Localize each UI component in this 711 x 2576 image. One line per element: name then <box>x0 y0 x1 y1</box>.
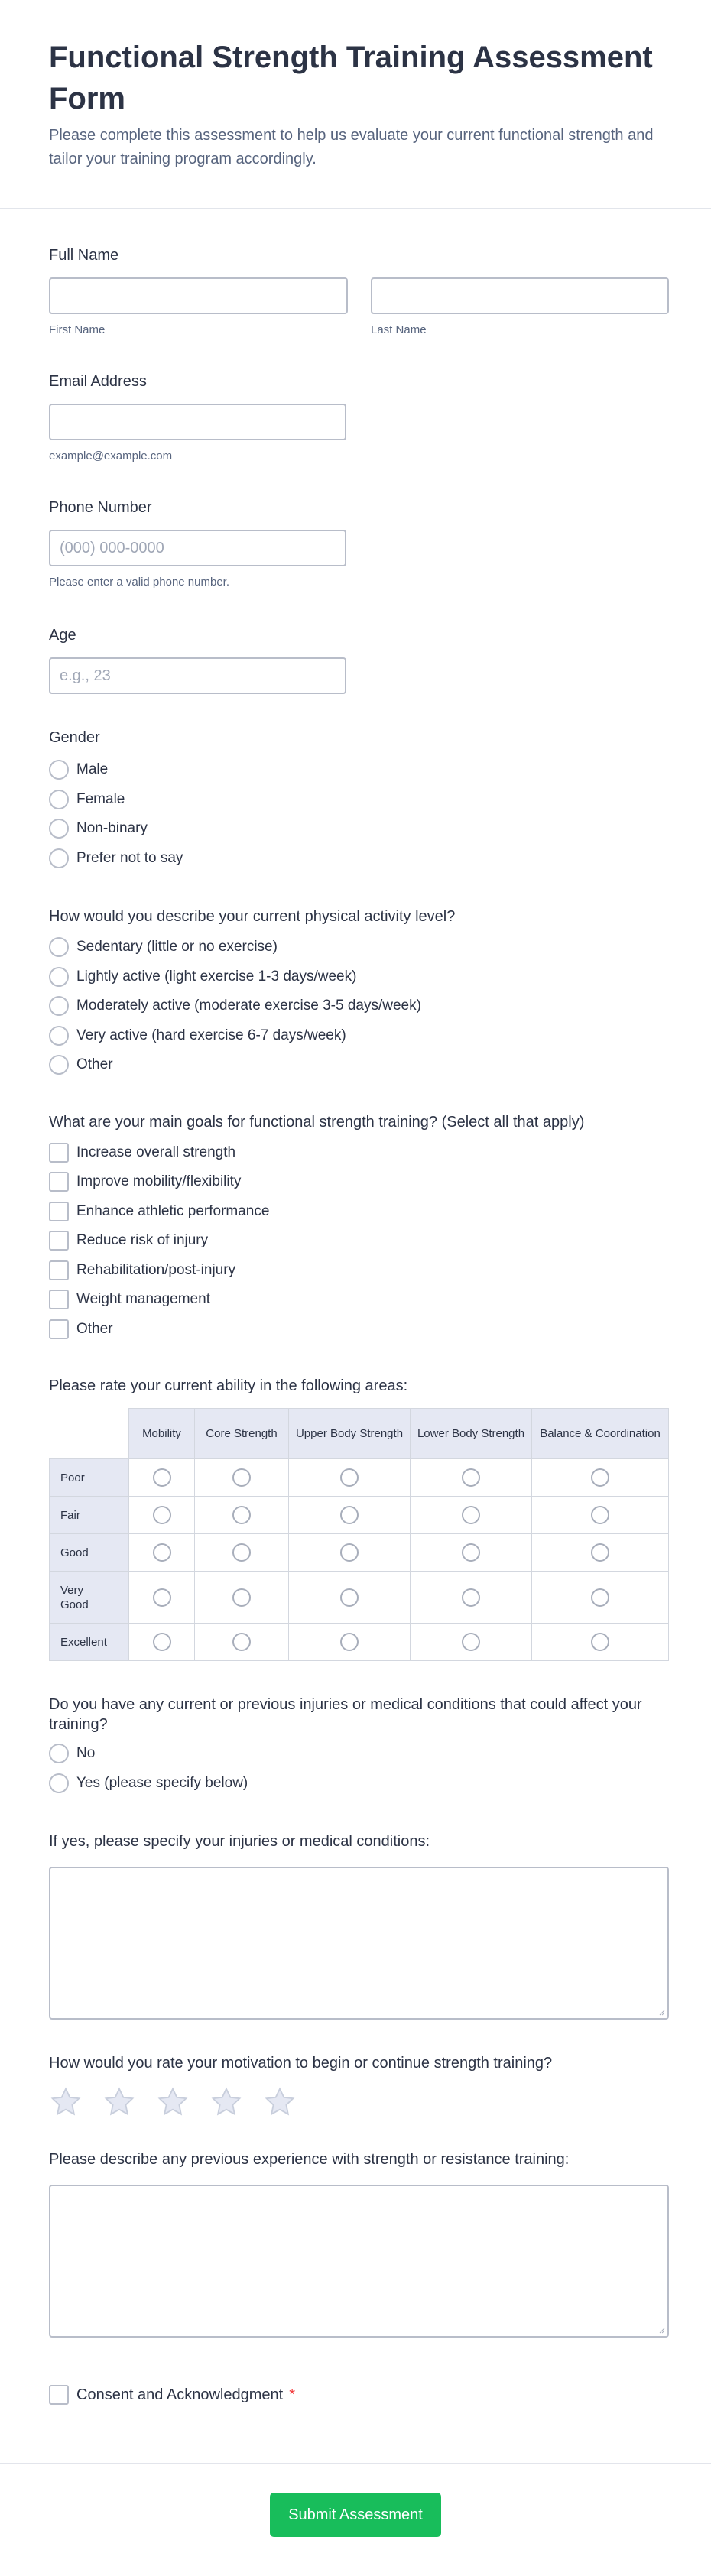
injury-details-field <box>49 1831 670 2020</box>
checkbox-box[interactable] <box>49 1260 69 1280</box>
matrix-row <box>50 1534 669 1572</box>
radio-circle[interactable] <box>49 996 69 1016</box>
matrix-radio[interactable] <box>462 1633 480 1651</box>
matrix-radio[interactable] <box>462 1543 480 1562</box>
option-label: Female <box>76 790 125 807</box>
form-header <box>0 0 711 209</box>
option-label: Improve mobility/flexibility <box>76 1173 242 1190</box>
experience-field <box>49 2149 670 2338</box>
matrix-radio[interactable] <box>591 1633 609 1651</box>
form-footer <box>0 2463 711 2576</box>
matrix-radio[interactable] <box>462 1506 480 1524</box>
radio-circle[interactable] <box>49 1744 69 1763</box>
injury-details-label: If yes, please specify your injuries or medical conditions: <box>49 1833 430 1850</box>
radio-circle[interactable] <box>49 1773 69 1793</box>
matrix-row-label: Excellent <box>50 1624 129 1661</box>
checkbox-box[interactable] <box>49 1231 69 1251</box>
matrix-radio[interactable] <box>153 1506 171 1524</box>
option-label: Male <box>76 761 109 778</box>
consent-option[interactable] <box>49 2380 670 2410</box>
matrix-radio[interactable] <box>232 1633 251 1651</box>
injuries-option-no[interactable] <box>49 1739 670 1769</box>
matrix-radio[interactable] <box>232 1468 251 1487</box>
full-name-label: Full Name <box>49 247 119 264</box>
form-body <box>0 245 711 2410</box>
matrix-row <box>50 1497 669 1534</box>
submit-button[interactable]: Submit Assessment <box>270 2493 441 2537</box>
goal-option-mobility[interactable] <box>49 1167 670 1197</box>
checkbox-box[interactable] <box>49 1319 69 1339</box>
phone-sublabel: Please enter a valid phone number. <box>49 576 229 589</box>
matrix-radio[interactable] <box>340 1506 359 1524</box>
experience-textarea[interactable] <box>49 2185 669 2338</box>
phone-field <box>49 498 670 589</box>
gender-option-non-binary[interactable] <box>49 814 670 844</box>
matrix-radio[interactable] <box>340 1588 359 1607</box>
activity-option-very[interactable] <box>49 1021 670 1051</box>
radio-circle[interactable] <box>49 819 69 839</box>
checkbox-box[interactable] <box>49 1290 69 1309</box>
option-label: Enhance athletic performance <box>76 1202 270 1219</box>
consent-checkbox[interactable] <box>49 2385 69 2405</box>
matrix-row-label: Good <box>50 1534 129 1572</box>
phone-input[interactable]: (000) 000-0000 <box>49 530 346 566</box>
last-name-sublabel: Last Name <box>371 323 427 336</box>
matrix-corner <box>50 1409 129 1459</box>
option-label: Other <box>76 1320 113 1337</box>
gender-field <box>49 728 670 873</box>
option-label: No <box>76 1745 96 1762</box>
injuries-label: Do you have any current or previous injuries or medical conditions that could affect your training? <box>49 1696 642 1733</box>
matrix-radio[interactable] <box>462 1588 480 1607</box>
injuries-option-yes[interactable] <box>49 1769 670 1799</box>
last-name-input[interactable] <box>371 277 669 314</box>
resize-handle-icon[interactable] <box>657 2326 665 2334</box>
full-name-field <box>49 245 670 336</box>
first-name-sublabel: First Name <box>49 323 106 336</box>
matrix-row-label: Fair <box>50 1497 129 1534</box>
star-rating <box>49 2085 670 2119</box>
option-label: Sedentary (little or no exercise) <box>76 939 278 955</box>
injuries-field <box>49 1695 670 1798</box>
option-label: Yes (please specify below) <box>76 1774 248 1791</box>
matrix-column-header: Upper Body Strength <box>289 1409 411 1459</box>
star-icon[interactable] <box>263 2085 297 2119</box>
matrix-column-header: Balance & Coordination <box>532 1409 669 1459</box>
checkbox-box[interactable] <box>49 1172 69 1192</box>
matrix-column-header: Mobility <box>129 1409 195 1459</box>
matrix-radio[interactable] <box>232 1543 251 1562</box>
activity-option-lightly[interactable] <box>49 962 670 992</box>
matrix-row-label: Very Good <box>50 1572 129 1624</box>
email-input[interactable] <box>49 404 346 440</box>
rating-matrix <box>49 1408 669 1661</box>
matrix-radio[interactable] <box>153 1633 171 1651</box>
injury-details-textarea[interactable] <box>49 1867 669 2020</box>
matrix-radio[interactable] <box>153 1543 171 1562</box>
goals-label: What are your main goals for functional strength training? (Select all that apply) <box>49 1113 585 1131</box>
matrix-column-header: Core Strength <box>195 1409 289 1459</box>
goal-option-injury-risk[interactable] <box>49 1226 670 1256</box>
matrix-radio[interactable] <box>232 1588 251 1607</box>
experience-label: Please describe any previous experience with strength or resistance training: <box>49 2151 570 2168</box>
age-label: Age <box>49 627 76 644</box>
motivation-field <box>49 2053 670 2119</box>
goals-field <box>49 1112 670 1345</box>
matrix-label: Please rate your current ability in the following areas: <box>49 1377 408 1394</box>
matrix-row <box>50 1624 669 1661</box>
star-icon[interactable] <box>209 2085 243 2119</box>
gender-label: Gender <box>49 729 100 746</box>
activity-label: How would you describe your current physical activity level? <box>49 908 456 925</box>
matrix-radio[interactable] <box>591 1543 609 1562</box>
option-label: Increase overall strength <box>76 1144 236 1160</box>
goal-option-rehab[interactable] <box>49 1256 670 1286</box>
star-icon[interactable] <box>102 2085 136 2119</box>
option-label: Prefer not to say <box>76 849 183 866</box>
goal-option-strength[interactable] <box>49 1138 670 1168</box>
consent-label: Consent and Acknowledgment <box>76 2386 284 2403</box>
consent-field <box>49 2380 670 2410</box>
age-field <box>49 625 670 694</box>
radio-circle[interactable] <box>49 790 69 809</box>
goal-option-athletic[interactable] <box>49 1197 670 1227</box>
page-subtitle: Please complete this assessment to help us evaluate your current functional strength and tailor your training program accordingly. <box>49 127 654 167</box>
matrix-radio[interactable] <box>340 1543 359 1562</box>
gender-option-female[interactable] <box>49 785 670 815</box>
required-mark: * <box>289 2386 295 2403</box>
activity-option-sedentary[interactable] <box>49 933 670 962</box>
gender-option-prefer-not[interactable] <box>49 844 670 874</box>
goal-option-weight[interactable] <box>49 1285 670 1315</box>
option-label: Lightly active (light exercise 1-3 days/week) <box>76 968 357 985</box>
activity-field <box>49 907 670 1080</box>
activity-option-other[interactable] <box>49 1050 670 1080</box>
option-label: Reduce risk of injury <box>76 1232 209 1249</box>
matrix-radio[interactable] <box>591 1588 609 1607</box>
star-icon[interactable] <box>156 2085 190 2119</box>
email-label: Email Address <box>49 373 147 390</box>
matrix-radio[interactable] <box>232 1506 251 1524</box>
motivation-label: How would you rate your motivation to begin or continue strength training? <box>49 2055 553 2072</box>
age-input[interactable]: e.g., 23 <box>49 657 346 694</box>
option-label: Other <box>76 1056 113 1073</box>
radio-circle[interactable] <box>49 760 69 780</box>
email-field <box>49 371 670 462</box>
first-name-input[interactable] <box>49 277 348 314</box>
phone-label: Phone Number <box>49 499 152 516</box>
radio-circle[interactable] <box>49 848 69 868</box>
matrix-radio[interactable] <box>340 1468 359 1487</box>
matrix-radio[interactable] <box>591 1506 609 1524</box>
radio-circle[interactable] <box>49 1055 69 1075</box>
option-label: Non-binary <box>76 820 148 837</box>
option-label: Weight management <box>76 1291 210 1308</box>
gender-option-male[interactable] <box>49 755 670 785</box>
radio-circle[interactable] <box>49 1026 69 1046</box>
radio-circle[interactable] <box>49 937 69 957</box>
option-label: Very active (hard exercise 6-7 days/week) <box>76 1027 346 1043</box>
radio-circle[interactable] <box>49 967 69 987</box>
rating-matrix-field <box>49 1376 670 1661</box>
goal-option-other[interactable] <box>49 1315 670 1345</box>
matrix-radio[interactable] <box>462 1468 480 1487</box>
option-label: Rehabilitation/post-injury <box>76 1261 236 1278</box>
matrix-row <box>50 1572 669 1624</box>
matrix-row-label: Poor <box>50 1459 129 1497</box>
matrix-radio[interactable] <box>153 1588 171 1607</box>
matrix-row <box>50 1459 669 1497</box>
matrix-column-header: Lower Body Strength <box>411 1409 532 1459</box>
activity-option-moderately[interactable] <box>49 991 670 1021</box>
matrix-radio[interactable] <box>340 1633 359 1651</box>
option-label: Moderately active (moderate exercise 3-5 days/week) <box>76 998 421 1014</box>
checkbox-box[interactable] <box>49 1202 69 1221</box>
page-title: Functional Strength Training Assessment Form <box>49 41 653 115</box>
email-sublabel: example@example.com <box>49 449 173 462</box>
checkbox-box[interactable] <box>49 1143 69 1163</box>
star-icon[interactable] <box>49 2085 83 2119</box>
resize-handle-icon[interactable] <box>657 2008 665 2016</box>
matrix-radio[interactable] <box>153 1468 171 1487</box>
matrix-radio[interactable] <box>591 1468 609 1487</box>
